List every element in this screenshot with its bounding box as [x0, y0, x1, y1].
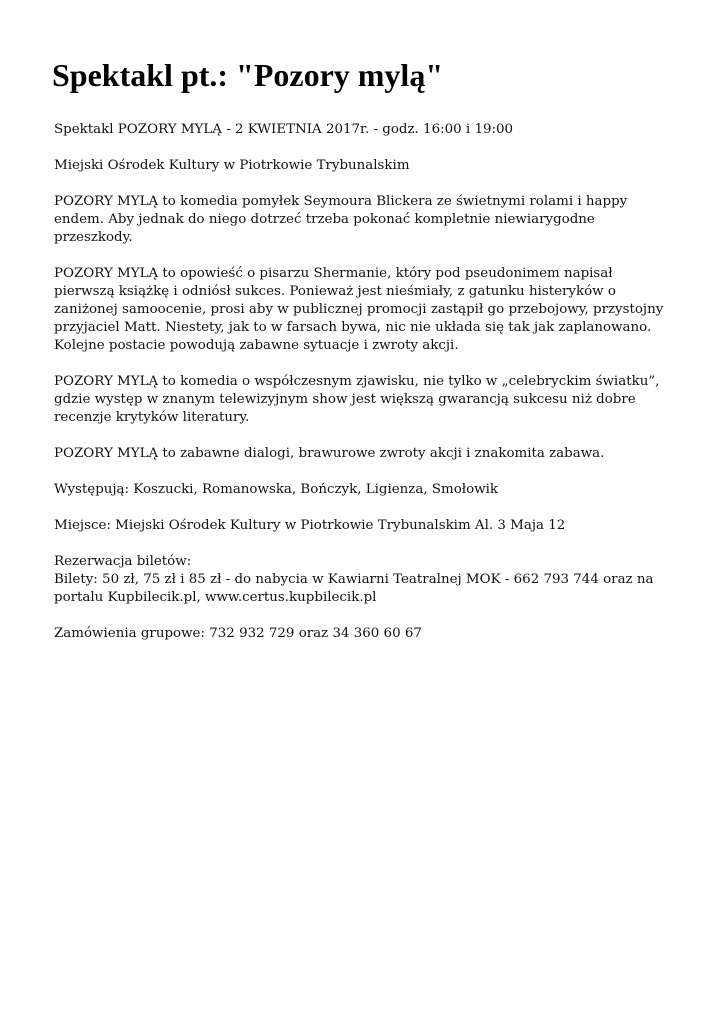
event-date-paragraph: Spektakl POZORY MYLĄ - 2 KWIETNIA 2017r. - godz. 16:00 i 19:00: [54, 122, 514, 137]
tickets-prices: Bilety: 50 zł, 75 zł i 85 zł - do nabycia w Kawiarni Teatralnej MOK - 662 793 744 oraz na portalu Kupbilecik.pl, www.certus.kupbilecik.pl: [54, 572, 654, 605]
group-orders-paragraph: Zamówienia grupowe: 732 932 729 oraz 34 360 60 67: [54, 626, 422, 641]
tickets-heading: Rezerwacja biletów:: [54, 554, 192, 569]
tickets-paragraph: [54, 553, 674, 607]
location-paragraph: Miejsce: Miejski Ośrodek Kultury w Piotrkowie Trybunalskim Al. 3 Maja 12: [54, 518, 566, 533]
venue-paragraph: Miejski Ośrodek Kultury w Piotrkowie Trybunalskim: [54, 158, 410, 173]
description-paragraph-1: POZORY MYLĄ to komedia pomyłek Seymoura Blickera ze świetnymi rolami i happy endem. Aby jednak do niego dotrzeć trzeba pokonać kompletnie niewiarygodne przeszkody.: [54, 194, 628, 245]
description-paragraph-2: POZORY MYLĄ to opowieść o pisarzu Shermanie, który pod pseudonimem napisał pierwszą książkę i odniósł sukces. Ponieważ jest nieśmiały, z gatunku histeryków o zaniżonej samoocenie, prosi aby w publicznej promocji zastąpił go przebojowy, przystojny przyjaciel Matt. Niestety, jak to w farsach bywa, nic nie układa się tak jak zaplanowano. Kolejne postacie powodują zabawne sytuacje i zwroty akcji.: [54, 266, 664, 353]
cast-paragraph: Występują: Koszucki, Romanowska, Bończyk, Ligienza, Smołowik: [54, 482, 499, 497]
page-title: Spektakl pt.: "Pozory mylą": [52, 57, 444, 93]
description-paragraph-4: POZORY MYLĄ to zabawne dialogi, brawurowe zwroty akcji i znakomita zabawa.: [54, 446, 605, 461]
description-paragraph-3: POZORY MYLĄ to komedia o współczesnym zjawisku, nie tylko w „celebryckim światku”, gdzie występ w znanym telewizyjnym show jest większą gwarancją sukcesu niż dobre recenzje krytyków literatury.: [54, 374, 660, 425]
article-body: [54, 121, 674, 661]
